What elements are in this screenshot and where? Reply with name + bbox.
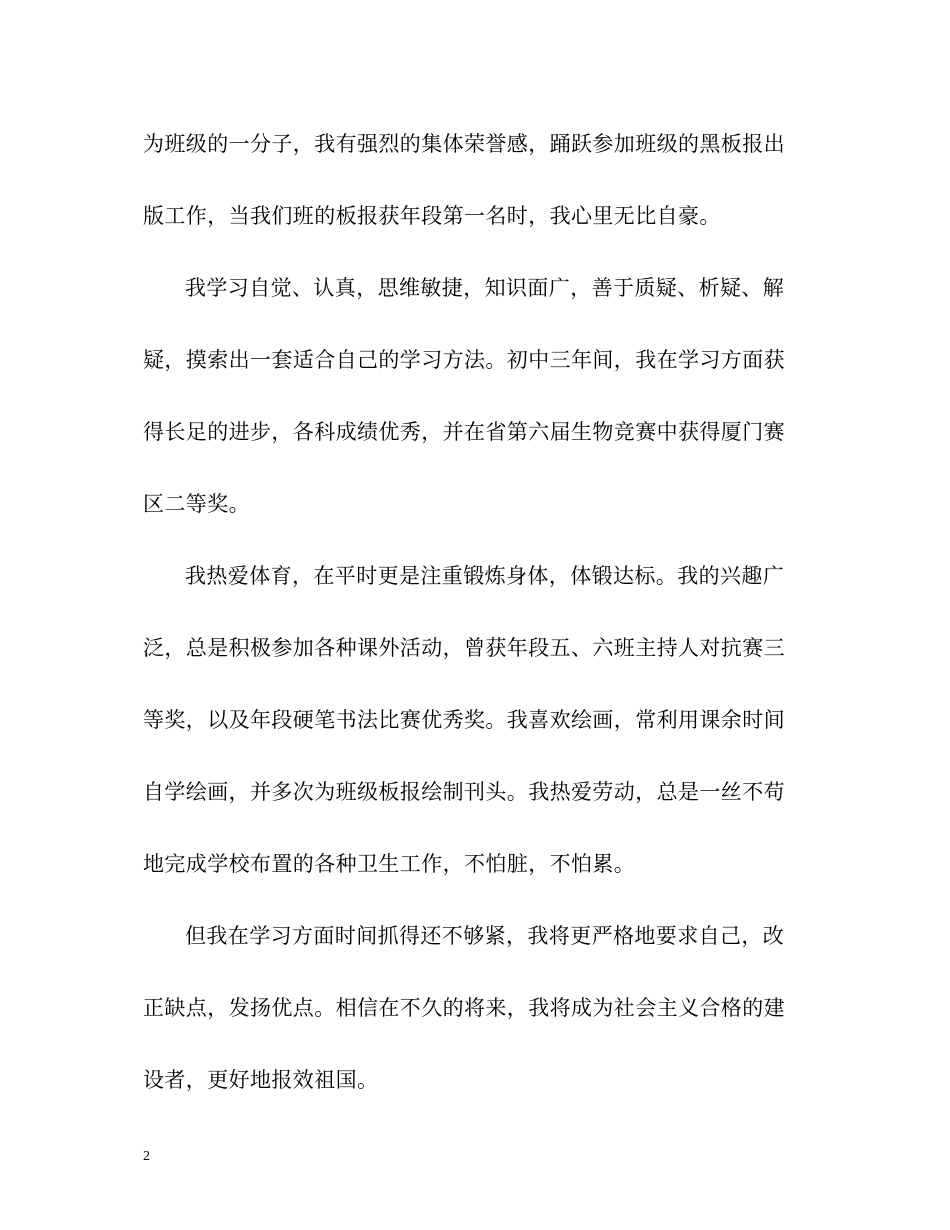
text-line: 泛，总是积极参加各种课外活动，曾获年段五、六班主持人对抗赛三 (143, 636, 785, 660)
paragraph-first-line: 但我在学习方面时间抓得还不够紧，我将更严格地要求自己，改 (185, 924, 785, 948)
text-line: 疑，摸索出一套适合自己的学习方法。初中三年间，我在学习方面获 (143, 348, 785, 372)
page-number: 2 (143, 1149, 150, 1164)
paragraph-first-line: 我学习自觉、认真，思维敏捷，知识面广，善于质疑、析疑、解 (185, 276, 785, 300)
text-line: 等奖，以及年段硬笔书法比赛优秀奖。我喜欢绘画，常利用课余时间 (143, 708, 785, 732)
paragraph-first-line: 我热爱体育，在平时更是注重锻炼身体，体锻达标。我的兴趣广 (185, 564, 785, 588)
text-line: 为班级的一分子，我有强烈的集体荣誉感，踊跃参加班级的黑板报出 (143, 132, 785, 156)
text-line: 得长足的进步，各科成绩优秀，并在省第六届生物竞赛中获得厦门赛 (143, 420, 785, 444)
text-line: 正缺点，发扬优点。相信在不久的将来，我将成为社会主义合格的建 (143, 996, 785, 1020)
text-line: 地完成学校布置的各种卫生工作，不怕脏，不怕累。 (143, 852, 636, 876)
text-line: 设者，更好地报效祖国。 (143, 1068, 379, 1092)
text-line: 自学绘画，并多次为班级板报绘制刊头。我热爱劳动，总是一丝不苟 (143, 780, 785, 804)
text-line: 版工作，当我们班的板报获年段第一名时，我心里无比自豪。 (143, 204, 721, 228)
text-line: 区二等奖。 (143, 492, 250, 516)
